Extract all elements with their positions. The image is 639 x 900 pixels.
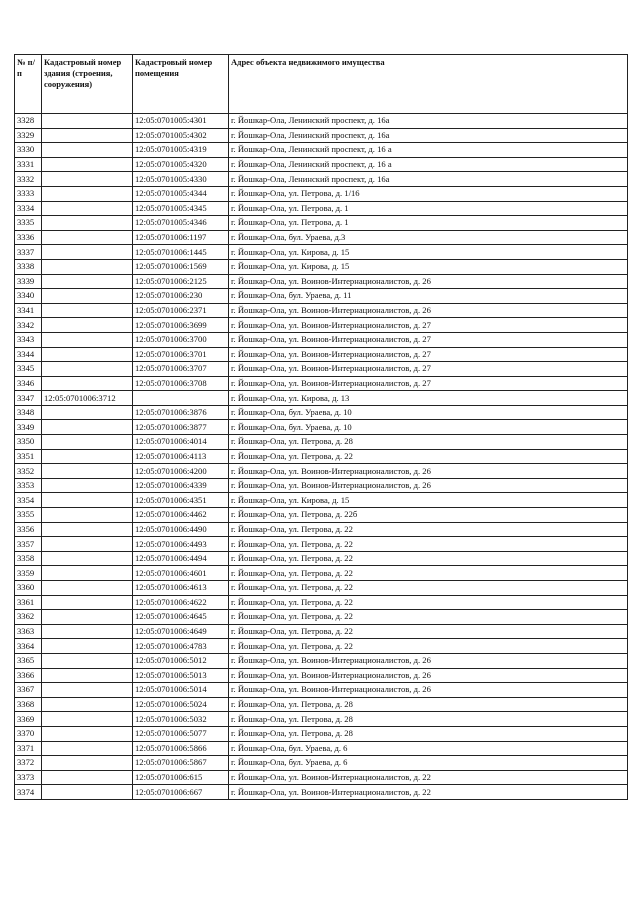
property-table [14,54,628,800]
building-cadastral-cell [42,449,133,464]
row-number-cell: 3331 [15,157,42,172]
row-number-cell: 3355 [15,508,42,523]
table-row [15,595,628,610]
building-cadastral-cell [42,274,133,289]
premises-cadastral-cell: 12:05:0701006:4200 [133,464,229,479]
premises-cadastral-cell: 12:05:0701006:4494 [133,551,229,566]
premises-cadastral-cell: 12:05:0701005:4346 [133,216,229,231]
premises-cadastral-cell: 12:05:0701006:1445 [133,245,229,260]
premises-cadastral-cell: 12:05:0701006:4339 [133,478,229,493]
building-cadastral-cell [42,362,133,377]
premises-cadastral-cell: 12:05:0701006:4493 [133,537,229,552]
building-cadastral-cell [42,668,133,683]
row-number-cell: 3346 [15,376,42,391]
premises-cadastral-cell: 12:05:0701006:5077 [133,726,229,741]
building-cadastral-cell [42,697,133,712]
address-cell: г. Йошкар-Ола, ул. Воинов-Интернационалистов, д. 26 [229,464,628,479]
table-row [15,683,628,698]
row-number-cell: 3357 [15,537,42,552]
premises-cadastral-cell: 12:05:0701006:3701 [133,347,229,362]
table-row [15,697,628,712]
row-number-cell: 3349 [15,420,42,435]
address-cell: г. Йошкар-Ола, ул. Воинов-Интернационалистов, д. 27 [229,347,628,362]
address-cell: г. Йошкар-Ола, ул. Петрова, д. 1 [229,201,628,216]
building-cadastral-cell [42,478,133,493]
address-cell: г. Йошкар-Ола, ул. Воинов-Интернационалистов, д. 22 [229,785,628,800]
row-number-cell: 3343 [15,332,42,347]
address-cell: г. Йошкар-Ола, ул. Воинов-Интернационалистов, д. 27 [229,362,628,377]
table-row [15,726,628,741]
table-row [15,128,628,143]
address-cell: г. Йошкар-Ола, ул. Петрова, д. 22 [229,449,628,464]
premises-cadastral-cell: 12:05:0701006:3699 [133,318,229,333]
building-cadastral-cell [42,332,133,347]
row-number-cell: 3368 [15,697,42,712]
table-row [15,624,628,639]
table-row [15,653,628,668]
table-row [15,274,628,289]
address-cell: г. Йошкар-Ола, бул. Ураева, д. 10 [229,420,628,435]
building-cadastral-cell: 12:05:0701006:3712 [42,391,133,406]
building-cadastral-cell [42,537,133,552]
row-number-cell: 3342 [15,318,42,333]
building-cadastral-cell [42,289,133,304]
building-cadastral-cell [42,683,133,698]
header-premises-cadastral: Кадастровый номер помещения [133,55,229,114]
building-cadastral-cell [42,464,133,479]
premises-cadastral-cell: 12:05:0701006:2371 [133,303,229,318]
table-row [15,376,628,391]
building-cadastral-cell [42,581,133,596]
address-cell: г. Йошкар-Ола, ул. Воинов-Интернационалистов, д. 27 [229,318,628,333]
building-cadastral-cell [42,114,133,129]
address-cell: г. Йошкар-Ола, ул. Петрова, д. 22б [229,508,628,523]
premises-cadastral-cell: 12:05:0701006:5012 [133,653,229,668]
premises-cadastral-cell: 12:05:0701006:3700 [133,332,229,347]
premises-cadastral-cell: 12:05:0701005:4319 [133,143,229,158]
row-number-cell: 3336 [15,230,42,245]
building-cadastral-cell [42,508,133,523]
premises-cadastral-cell: 12:05:0701006:4462 [133,508,229,523]
building-cadastral-cell [42,347,133,362]
table-row [15,741,628,756]
table-row [15,143,628,158]
table-header-row [15,55,628,114]
table-row [15,318,628,333]
table-row [15,493,628,508]
table-row [15,610,628,625]
row-number-cell: 3354 [15,493,42,508]
address-cell: г. Йошкар-Ола, ул. Петрова, д. 22 [229,581,628,596]
table-row [15,756,628,771]
row-number-cell: 3333 [15,186,42,201]
row-number-cell: 3374 [15,785,42,800]
table-row [15,449,628,464]
row-number-cell: 3353 [15,478,42,493]
building-cadastral-cell [42,303,133,318]
building-cadastral-cell [42,493,133,508]
building-cadastral-cell [42,624,133,639]
premises-cadastral-cell: 12:05:0701006:5014 [133,683,229,698]
row-number-cell: 3359 [15,566,42,581]
premises-cadastral-cell: 12:05:0701006:3876 [133,405,229,420]
premises-cadastral-cell: 12:05:0701006:4601 [133,566,229,581]
premises-cadastral-cell: 12:05:0701006:5024 [133,697,229,712]
premises-cadastral-cell: 12:05:0701005:4301 [133,114,229,129]
premises-cadastral-cell: 12:05:0701006:2125 [133,274,229,289]
address-cell: г. Йошкар-Ола, бул. Ураева, д. 6 [229,756,628,771]
building-cadastral-cell [42,770,133,785]
address-cell: г. Йошкар-Ола, Ленинский проспект, д. 16а [229,128,628,143]
table-body [15,114,628,800]
address-cell: г. Йошкар-Ола, ул. Воинов-Интернационалистов, д. 26 [229,683,628,698]
building-cadastral-cell [42,245,133,260]
premises-cadastral-cell: 12:05:0701005:4330 [133,172,229,187]
table-row [15,464,628,479]
table-row [15,347,628,362]
table-row [15,551,628,566]
table-row [15,785,628,800]
row-number-cell: 3350 [15,435,42,450]
building-cadastral-cell [42,653,133,668]
row-number-cell: 3366 [15,668,42,683]
address-cell: г. Йошкар-Ола, ул. Воинов-Интернационалистов, д. 26 [229,668,628,683]
row-number-cell: 3372 [15,756,42,771]
building-cadastral-cell [42,741,133,756]
building-cadastral-cell [42,172,133,187]
table-row [15,289,628,304]
premises-cadastral-cell: 12:05:0701006:4351 [133,493,229,508]
row-number-cell: 3348 [15,405,42,420]
address-cell: г. Йошкар-Ола, ул. Кирова, д. 15 [229,493,628,508]
address-cell: г. Йошкар-Ола, ул. Петрова, д. 22 [229,639,628,654]
address-cell: г. Йошкар-Ола, ул. Петрова, д. 22 [229,624,628,639]
address-cell: г. Йошкар-Ола, ул. Петрова, д. 22 [229,566,628,581]
table-row [15,566,628,581]
header-building-cadastral: Кадастровый номер здания (строения, сооружения) [42,55,133,114]
row-number-cell: 3339 [15,274,42,289]
address-cell: г. Йошкар-Ола, ул. Петрова, д. 28 [229,712,628,727]
table-row [15,216,628,231]
row-number-cell: 3364 [15,639,42,654]
address-cell: г. Йошкар-Ола, ул. Петрова, д. 22 [229,522,628,537]
table-row [15,362,628,377]
address-cell: г. Йошкар-Ола, ул. Петрова, д. 28 [229,435,628,450]
row-number-cell: 3369 [15,712,42,727]
row-number-cell: 3330 [15,143,42,158]
premises-cadastral-cell: 12:05:0701006:4645 [133,610,229,625]
address-cell: г. Йошкар-Ола, ул. Воинов-Интернационалистов, д. 27 [229,376,628,391]
table-row [15,435,628,450]
row-number-cell: 3363 [15,624,42,639]
table-row [15,391,628,406]
row-number-cell: 3361 [15,595,42,610]
table-row [15,522,628,537]
address-cell: г. Йошкар-Ола, ул. Кирова, д. 13 [229,391,628,406]
row-number-cell: 3337 [15,245,42,260]
building-cadastral-cell [42,726,133,741]
building-cadastral-cell [42,435,133,450]
row-number-cell: 3329 [15,128,42,143]
premises-cadastral-cell: 12:05:0701006:5013 [133,668,229,683]
building-cadastral-cell [42,566,133,581]
address-cell: г. Йошкар-Ола, ул. Петрова, д. 1/16 [229,186,628,201]
address-cell: г. Йошкар-Ола, ул. Воинов-Интернационалистов, д. 26 [229,303,628,318]
building-cadastral-cell [42,595,133,610]
address-cell: г. Йошкар-Ола, ул. Петрова, д. 22 [229,595,628,610]
premises-cadastral-cell: 12:05:0701006:4014 [133,435,229,450]
table-row [15,770,628,785]
row-number-cell: 3367 [15,683,42,698]
table-row [15,172,628,187]
table-row [15,537,628,552]
premises-cadastral-cell: 12:05:0701006:4783 [133,639,229,654]
table-row [15,639,628,654]
table-row [15,245,628,260]
premises-cadastral-cell: 12:05:0701006:3708 [133,376,229,391]
table-row [15,157,628,172]
table-row [15,420,628,435]
premises-cadastral-cell: 12:05:0701005:4320 [133,157,229,172]
table-row [15,581,628,596]
address-cell: г. Йошкар-Ола, ул. Воинов-Интернационалистов, д. 26 [229,478,628,493]
row-number-cell: 3341 [15,303,42,318]
building-cadastral-cell [42,128,133,143]
building-cadastral-cell [42,551,133,566]
address-cell: г. Йошкар-Ола, Ленинский проспект, д. 16 а [229,143,628,158]
premises-cadastral-cell: 12:05:0701006:1197 [133,230,229,245]
address-cell: г. Йошкар-Ола, ул. Воинов-Интернационалистов, д. 26 [229,653,628,668]
premises-cadastral-cell: 12:05:0701006:3707 [133,362,229,377]
building-cadastral-cell [42,157,133,172]
building-cadastral-cell [42,639,133,654]
address-cell: г. Йошкар-Ола, ул. Воинов-Интернационалистов, д. 22 [229,770,628,785]
address-cell: г. Йошкар-Ола, Ленинский проспект, д. 16 а [229,157,628,172]
table-row [15,303,628,318]
building-cadastral-cell [42,376,133,391]
premises-cadastral-cell: 12:05:0701006:4649 [133,624,229,639]
address-cell: г. Йошкар-Ола, ул. Петрова, д. 28 [229,697,628,712]
row-number-cell: 3362 [15,610,42,625]
address-cell: г. Йошкар-Ола, ул. Петрова, д. 22 [229,551,628,566]
address-cell: г. Йошкар-Ола, Ленинский проспект, д. 16а [229,114,628,129]
premises-cadastral-cell: 12:05:0701005:4302 [133,128,229,143]
premises-cadastral-cell: 12:05:0701006:615 [133,770,229,785]
table-row [15,508,628,523]
building-cadastral-cell [42,143,133,158]
building-cadastral-cell [42,318,133,333]
building-cadastral-cell [42,186,133,201]
row-number-cell: 3340 [15,289,42,304]
building-cadastral-cell [42,201,133,216]
building-cadastral-cell [42,522,133,537]
building-cadastral-cell [42,230,133,245]
address-cell: г. Йошкар-Ола, ул. Кирова, д. 15 [229,245,628,260]
row-number-cell: 3358 [15,551,42,566]
address-cell: г. Йошкар-Ола, ул. Петрова, д. 22 [229,537,628,552]
premises-cadastral-cell [133,391,229,406]
row-number-cell: 3328 [15,114,42,129]
building-cadastral-cell [42,405,133,420]
row-number-cell: 3352 [15,464,42,479]
address-cell: г. Йошкар-Ола, бул. Ураева, д. 11 [229,289,628,304]
building-cadastral-cell [42,610,133,625]
table-row [15,186,628,201]
row-number-cell: 3360 [15,581,42,596]
premises-cadastral-cell: 12:05:0701006:4613 [133,581,229,596]
row-number-cell: 3365 [15,653,42,668]
table-row [15,259,628,274]
premises-cadastral-cell: 12:05:0701006:3877 [133,420,229,435]
building-cadastral-cell [42,420,133,435]
building-cadastral-cell [42,259,133,274]
address-cell: г. Йошкар-Ола, ул. Воинов-Интернационалистов, д. 26 [229,274,628,289]
premises-cadastral-cell: 12:05:0701006:667 [133,785,229,800]
row-number-cell: 3344 [15,347,42,362]
row-number-cell: 3338 [15,259,42,274]
premises-cadastral-cell: 12:05:0701006:4490 [133,522,229,537]
address-cell: г. Йошкар-Ола, бул. Ураева, д. 10 [229,405,628,420]
building-cadastral-cell [42,785,133,800]
address-cell: г. Йошкар-Ола, ул. Петрова, д. 28 [229,726,628,741]
premises-cadastral-cell: 12:05:0701006:4622 [133,595,229,610]
address-cell: г. Йошкар-Ола, ул. Кирова, д. 15 [229,259,628,274]
premises-cadastral-cell: 12:05:0701005:4345 [133,201,229,216]
row-number-cell: 3335 [15,216,42,231]
address-cell: г. Йошкар-Ола, ул. Петрова, д. 1 [229,216,628,231]
building-cadastral-cell [42,756,133,771]
premises-cadastral-cell: 12:05:0701006:5032 [133,712,229,727]
table-row [15,201,628,216]
address-cell: г. Йошкар-Ола, бул. Ураева, д.3 [229,230,628,245]
building-cadastral-cell [42,216,133,231]
building-cadastral-cell [42,712,133,727]
row-number-cell: 3356 [15,522,42,537]
header-number: № п/п [15,55,42,114]
table-row [15,712,628,727]
premises-cadastral-cell: 12:05:0701006:1569 [133,259,229,274]
row-number-cell: 3332 [15,172,42,187]
premises-cadastral-cell: 12:05:0701005:4344 [133,186,229,201]
premises-cadastral-cell: 12:05:0701006:230 [133,289,229,304]
address-cell: г. Йошкар-Ола, ул. Воинов-Интернационалистов, д. 27 [229,332,628,347]
row-number-cell: 3373 [15,770,42,785]
table-row [15,668,628,683]
table-row [15,114,628,129]
premises-cadastral-cell: 12:05:0701006:5867 [133,756,229,771]
table-row [15,478,628,493]
header-address: Адрес объекта недвижимого имущества [229,55,628,114]
table-row [15,230,628,245]
row-number-cell: 3370 [15,726,42,741]
table-row [15,332,628,347]
address-cell: г. Йошкар-Ола, ул. Петрова, д. 22 [229,610,628,625]
table-row [15,405,628,420]
premises-cadastral-cell: 12:05:0701006:4113 [133,449,229,464]
address-cell: г. Йошкар-Ола, бул. Ураева, д. 6 [229,741,628,756]
premises-cadastral-cell: 12:05:0701006:5866 [133,741,229,756]
row-number-cell: 3351 [15,449,42,464]
row-number-cell: 3347 [15,391,42,406]
address-cell: г. Йошкар-Ола, Ленинский проспект, д. 16а [229,172,628,187]
row-number-cell: 3345 [15,362,42,377]
row-number-cell: 3371 [15,741,42,756]
row-number-cell: 3334 [15,201,42,216]
